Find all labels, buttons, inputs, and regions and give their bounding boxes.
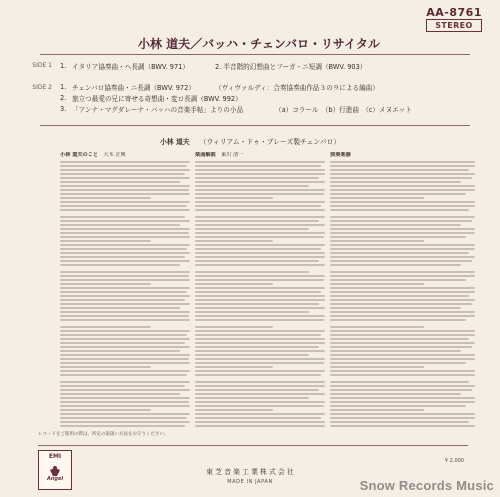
- text-line: [60, 354, 190, 356]
- text-line: [195, 271, 309, 273]
- text-line: [195, 303, 319, 305]
- text-line: [195, 338, 325, 340]
- text-line: [60, 271, 190, 273]
- text-line: [195, 350, 325, 352]
- text-line: [330, 409, 424, 411]
- text-line: [60, 173, 185, 175]
- text-line: [195, 405, 324, 407]
- track-number: 1.: [60, 82, 67, 91]
- text-line: [195, 342, 325, 344]
- text-line: [60, 193, 190, 195]
- text-line: [195, 397, 309, 399]
- divider-top: [40, 54, 470, 55]
- track-title-secondary: 2. 半音階的幻想曲とフーガ・ニ短調（BWV. 903）: [215, 62, 367, 71]
- track-row: [60, 81, 470, 92]
- text-line: [195, 283, 273, 285]
- text-line: [195, 181, 325, 183]
- text-line: [195, 216, 325, 218]
- text-line: [330, 260, 472, 262]
- text-line: [195, 205, 321, 207]
- text-line: [60, 409, 151, 411]
- text-line: [60, 161, 190, 163]
- text-line: [195, 193, 324, 195]
- text-line: [330, 275, 475, 277]
- made-in-label: MADE IN JAPAN: [227, 479, 273, 485]
- text-line: [330, 165, 475, 167]
- text-line: [195, 232, 325, 234]
- text-line: [60, 244, 190, 246]
- text-line: [195, 295, 325, 297]
- liner-notes-column-3: [330, 152, 475, 427]
- text-line: [60, 236, 190, 238]
- track-note: （ヴィヴァルディ：合奏協奏曲作品３の９による編曲）: [215, 83, 379, 92]
- text-line: [60, 181, 180, 183]
- track-parts: （a）コラール （b）行進曲 （c）メヌエット: [275, 105, 412, 114]
- text-line: [330, 362, 466, 364]
- text-line: [195, 244, 325, 246]
- album-title: 小林 道夫／バッハ・チェンバロ・リサイタル: [138, 37, 380, 51]
- text-line: [60, 256, 185, 258]
- text-line: [60, 291, 187, 293]
- text-line: [330, 173, 475, 175]
- text-line: [60, 326, 151, 328]
- text-line: [195, 185, 309, 187]
- text-line: [195, 401, 325, 403]
- text-line: [60, 177, 190, 179]
- performer-instrument: （ウィリアム・ドゥ・ブレーズ製チェンバロ）: [199, 138, 341, 146]
- text-line: [330, 350, 461, 352]
- text-line: [60, 405, 190, 407]
- text-line: [195, 197, 273, 199]
- text-line: [195, 346, 319, 348]
- text-line: [330, 405, 466, 407]
- catalog-number: AA-8761: [426, 6, 482, 19]
- text-line: [330, 181, 461, 183]
- text-line: [195, 252, 325, 254]
- text-line: [195, 334, 321, 336]
- text-line: [60, 393, 180, 395]
- text-line: [195, 228, 309, 230]
- text-line: [195, 224, 325, 226]
- liner-notes-column-1: [60, 152, 190, 427]
- track-title: 「アンナ・マグダレーナ・バッハの音楽手帖」よりの小品: [72, 105, 244, 114]
- divider-middle: [40, 125, 470, 126]
- text-line: [195, 189, 325, 191]
- text-line: [195, 291, 321, 293]
- text-line: [330, 342, 475, 344]
- text-line: [60, 311, 190, 313]
- text-line: [330, 236, 466, 238]
- text-line: [330, 393, 461, 395]
- text-line: [330, 354, 475, 356]
- text-line: [330, 358, 475, 360]
- text-line: [195, 330, 325, 332]
- text-line: [330, 346, 472, 348]
- text-line: [330, 185, 475, 187]
- text-line: [60, 362, 190, 364]
- body-text-block: [330, 161, 475, 427]
- text-line: [195, 173, 325, 175]
- text-line: [60, 425, 185, 427]
- text-line: [330, 189, 475, 191]
- company-name: 東 芝 音 楽 工 業 株 式 会 社: [206, 468, 294, 476]
- track-number: 1.: [60, 61, 67, 70]
- text-line: [60, 287, 190, 289]
- text-line: [195, 264, 325, 266]
- performer-line: [160, 136, 340, 146]
- text-line: [60, 197, 151, 199]
- text-line: [195, 381, 325, 383]
- text-line: [195, 417, 321, 419]
- text-line: [195, 311, 309, 313]
- text-line: [60, 374, 187, 376]
- text-line: [60, 307, 180, 309]
- text-line: [60, 220, 190, 222]
- text-line: [330, 264, 461, 266]
- text-line: [330, 417, 475, 419]
- column-heading: 独奏楽器: [330, 152, 351, 158]
- logo-angel-text: Angel: [46, 476, 64, 482]
- track-number: 2.: [60, 93, 67, 102]
- text-line: [330, 161, 475, 163]
- text-line: [60, 279, 190, 281]
- text-line: [60, 201, 190, 203]
- text-line: [330, 413, 475, 415]
- text-line: [330, 232, 475, 234]
- text-line: [60, 216, 185, 218]
- text-line: [60, 189, 189, 191]
- text-line: [330, 244, 475, 246]
- text-line: [60, 264, 180, 266]
- liner-notes-column-2: [195, 152, 325, 427]
- text-line: [195, 299, 325, 301]
- text-line: [60, 224, 180, 226]
- text-line: [60, 228, 190, 230]
- text-line: [195, 326, 273, 328]
- text-line: [330, 283, 424, 285]
- text-line: [330, 295, 469, 297]
- text-line: [195, 409, 273, 411]
- text-line: [60, 252, 190, 254]
- text-line: [195, 201, 325, 203]
- stereo-badge: STEREO: [426, 19, 482, 32]
- text-line: [60, 303, 190, 305]
- text-line: [330, 279, 466, 281]
- text-line: [330, 177, 472, 179]
- text-line: [195, 374, 321, 376]
- text-line: [60, 260, 190, 262]
- track-row: [60, 92, 470, 103]
- text-line: [195, 425, 325, 427]
- text-line: [330, 291, 475, 293]
- text-line: [195, 209, 325, 211]
- text-line: [195, 385, 325, 387]
- text-line: [330, 248, 475, 250]
- text-line: [330, 216, 475, 218]
- text-line: [60, 417, 187, 419]
- text-line: [60, 248, 187, 250]
- body-text-block: [195, 161, 325, 427]
- track-row: [60, 103, 470, 114]
- text-line: [330, 197, 424, 199]
- track-title: チェンバロ協奏曲・ニ長調（BWV. 972）: [72, 83, 195, 92]
- text-line: [195, 421, 325, 423]
- track-title: イタリア協奏曲・ヘ長調（BWV. 971）: [72, 62, 189, 71]
- text-line: [60, 330, 190, 332]
- text-line: [60, 240, 151, 242]
- text-line: [60, 370, 190, 372]
- text-line: [330, 389, 472, 391]
- text-line: [195, 220, 319, 222]
- text-line: [195, 362, 324, 364]
- text-line: [195, 169, 325, 171]
- watermark: Snow Records Music: [359, 478, 494, 493]
- text-line: [60, 389, 190, 391]
- text-line: [330, 338, 469, 340]
- text-line: [330, 256, 475, 258]
- text-line: [60, 315, 189, 317]
- text-line: [60, 299, 185, 301]
- text-line: [60, 381, 190, 383]
- text-line: [60, 165, 187, 167]
- text-line: [330, 397, 475, 399]
- text-line: [195, 413, 325, 415]
- text-line: [195, 389, 319, 391]
- column-heading: 楽曲解説 東川 清一: [195, 152, 244, 158]
- text-line: [195, 307, 325, 309]
- text-line: [330, 425, 475, 427]
- text-line: [195, 275, 325, 277]
- column-heading: 小林 道夫のこと 大木 正興: [60, 152, 126, 158]
- text-line: [195, 240, 273, 242]
- text-line: [195, 319, 324, 321]
- text-line: [195, 236, 324, 238]
- text-line: [60, 350, 180, 352]
- text-line: [330, 311, 475, 313]
- text-line: [330, 381, 469, 383]
- text-line: [60, 334, 187, 336]
- text-line: [60, 413, 190, 415]
- text-line: [60, 366, 151, 368]
- text-line: [330, 366, 424, 368]
- text-line: [60, 319, 190, 321]
- text-line: [60, 283, 151, 285]
- care-notice: レコードをご使用の際は、所定の取扱い方法をお守りください。: [38, 432, 169, 437]
- side2-label: SIDE 2: [32, 84, 52, 91]
- track-row: [60, 60, 470, 71]
- text-line: [330, 299, 475, 301]
- text-line: [330, 315, 475, 317]
- text-line: [195, 370, 325, 372]
- text-line: [330, 201, 475, 203]
- text-line: [60, 421, 190, 423]
- text-line: [330, 220, 472, 222]
- text-line: [330, 401, 475, 403]
- text-line: [60, 358, 189, 360]
- text-line: [60, 209, 190, 211]
- text-line: [330, 228, 475, 230]
- text-line: [60, 342, 185, 344]
- price-label: ¥ 2,000: [444, 458, 464, 464]
- tracklist: [60, 60, 470, 114]
- text-line: [330, 319, 466, 321]
- text-line: [330, 205, 475, 207]
- side1-label: SIDE 1: [32, 62, 52, 69]
- text-line: [330, 307, 461, 309]
- text-line: [330, 224, 461, 226]
- text-line: [330, 334, 475, 336]
- text-line: [60, 205, 187, 207]
- text-line: [195, 279, 324, 281]
- track-number: 3.: [60, 104, 67, 113]
- logo-emi-text: EMI: [48, 453, 62, 460]
- text-line: [195, 358, 325, 360]
- text-line: [330, 303, 472, 305]
- text-line: [195, 260, 319, 262]
- text-line: [60, 232, 189, 234]
- text-line: [330, 330, 475, 332]
- text-line: [330, 385, 475, 387]
- text-line: [330, 271, 475, 273]
- text-line: [60, 401, 189, 403]
- text-line: [330, 169, 469, 171]
- text-line: [60, 338, 190, 340]
- text-line: [195, 287, 325, 289]
- text-line: [330, 240, 424, 242]
- text-line: [60, 275, 189, 277]
- text-line: [330, 209, 469, 211]
- text-line: [195, 315, 325, 317]
- text-line: [60, 385, 185, 387]
- text-line: [330, 252, 469, 254]
- text-line: [330, 370, 475, 372]
- text-line: [60, 169, 190, 171]
- text-line: [60, 295, 190, 297]
- text-line: [330, 326, 424, 328]
- text-line: [195, 177, 319, 179]
- text-line: [60, 185, 190, 187]
- performer-name: 小林 道夫: [160, 138, 190, 146]
- text-line: [195, 354, 309, 356]
- text-line: [195, 165, 321, 167]
- text-line: [195, 366, 273, 368]
- track-title: 旅立つ最愛の兄に寄せる奇想曲・変ロ長調（BWV. 992）: [72, 94, 242, 103]
- text-line: [195, 256, 325, 258]
- text-line: [195, 161, 325, 163]
- text-line: [195, 248, 321, 250]
- text-line: [60, 346, 190, 348]
- text-line: [330, 421, 469, 423]
- divider-bottom: [38, 445, 468, 446]
- text-line: [330, 193, 466, 195]
- text-line: [330, 374, 475, 376]
- text-line: [60, 397, 190, 399]
- text-line: [195, 393, 325, 395]
- text-line: [330, 287, 475, 289]
- body-text-block: [60, 161, 190, 427]
